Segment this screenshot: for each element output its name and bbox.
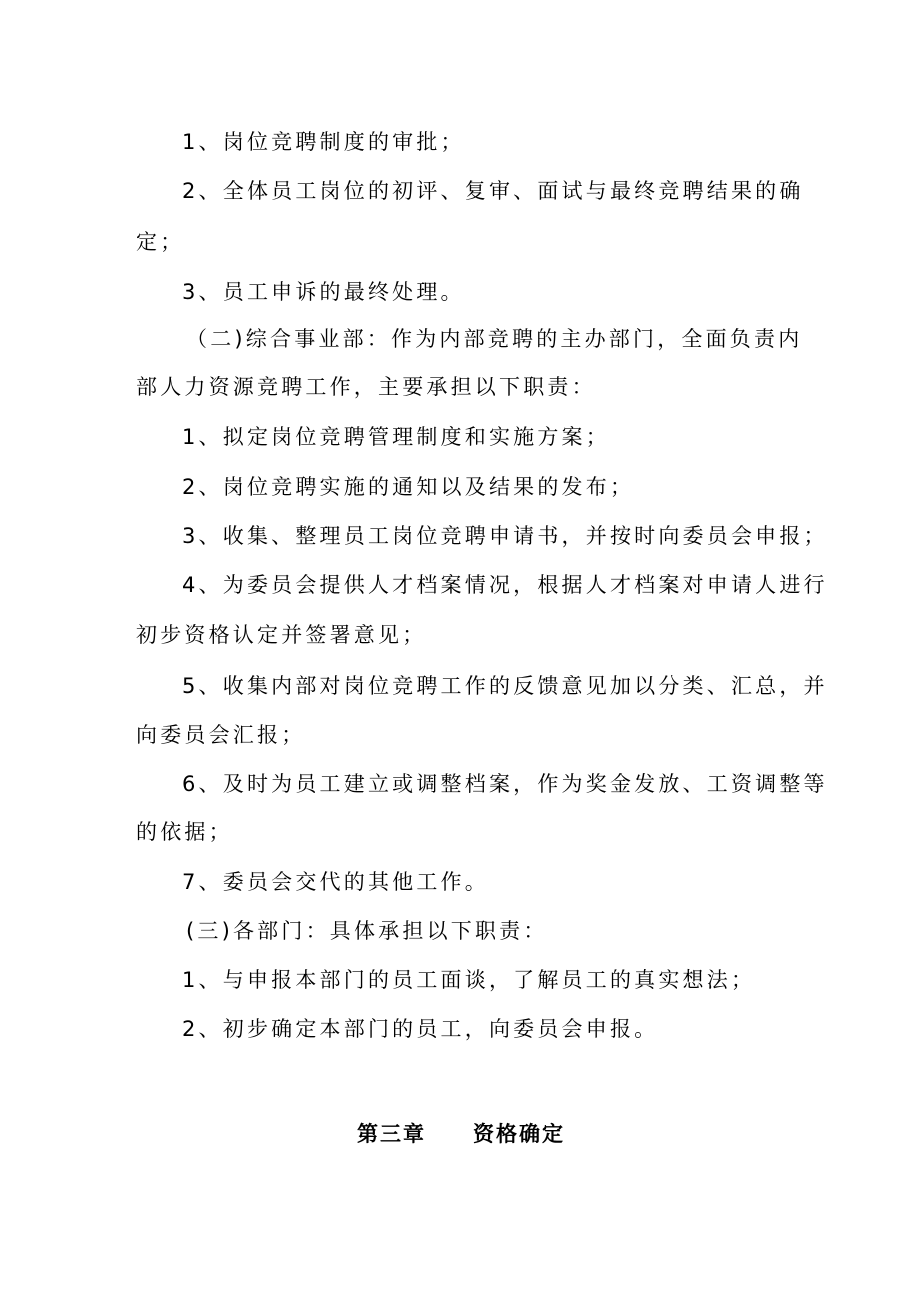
text-line: 3、收集、整理员工岗位竞聘申请书，并按时向委员会申报； <box>182 524 828 548</box>
text-line: 3、员工申诉的最终处理。 <box>182 280 465 304</box>
text-line: 的依据； <box>136 820 233 844</box>
text-line: 1、与申报本部门的员工面谈，了解员工的真实想法； <box>182 968 756 992</box>
text-line: 1、岗位竞聘制度的审批； <box>182 130 465 154</box>
text-line: 6、及时为员工建立或调整档案，作为奖金发放、工资调整等 <box>182 772 828 796</box>
text-line: 4、为委员会提供人才档案情况，根据人才档案对申请人进行 <box>182 573 828 597</box>
text-line: 初步资格认定并签署意见； <box>136 623 427 647</box>
chapter-number: 第三章 <box>357 1122 426 1146</box>
text-line: 5、收集内部对岗位竞聘工作的反馈意见加以分类、汇总，并 <box>182 674 828 698</box>
chapter-heading <box>0 1118 920 1150</box>
text-line: 7、委员会交代的其他工作。 <box>182 870 489 894</box>
text-line: （二)综合事业部：作为内部竞聘的主办部门，全面负责内 <box>186 327 803 351</box>
text-line: 1、拟定岗位竞聘管理制度和实施方案； <box>182 425 610 449</box>
text-line: 2、全体员工岗位的初评、复审、面试与最终竞聘结果的确 <box>182 179 804 203</box>
chapter-title: 资格确定 <box>473 1122 565 1146</box>
text-line: 部人力资源竞聘工作，主要承担以下职责： <box>136 375 596 399</box>
text-line: 2、初步确定本部门的员工，向委员会申报。 <box>182 1017 659 1041</box>
text-line: 定； <box>136 230 185 254</box>
text-line: 2、岗位竞聘实施的通知以及结果的发布； <box>182 475 635 499</box>
text-line: (三)各部门：具体承担以下职责： <box>186 919 548 943</box>
text-line: 向委员会汇报； <box>136 723 306 747</box>
